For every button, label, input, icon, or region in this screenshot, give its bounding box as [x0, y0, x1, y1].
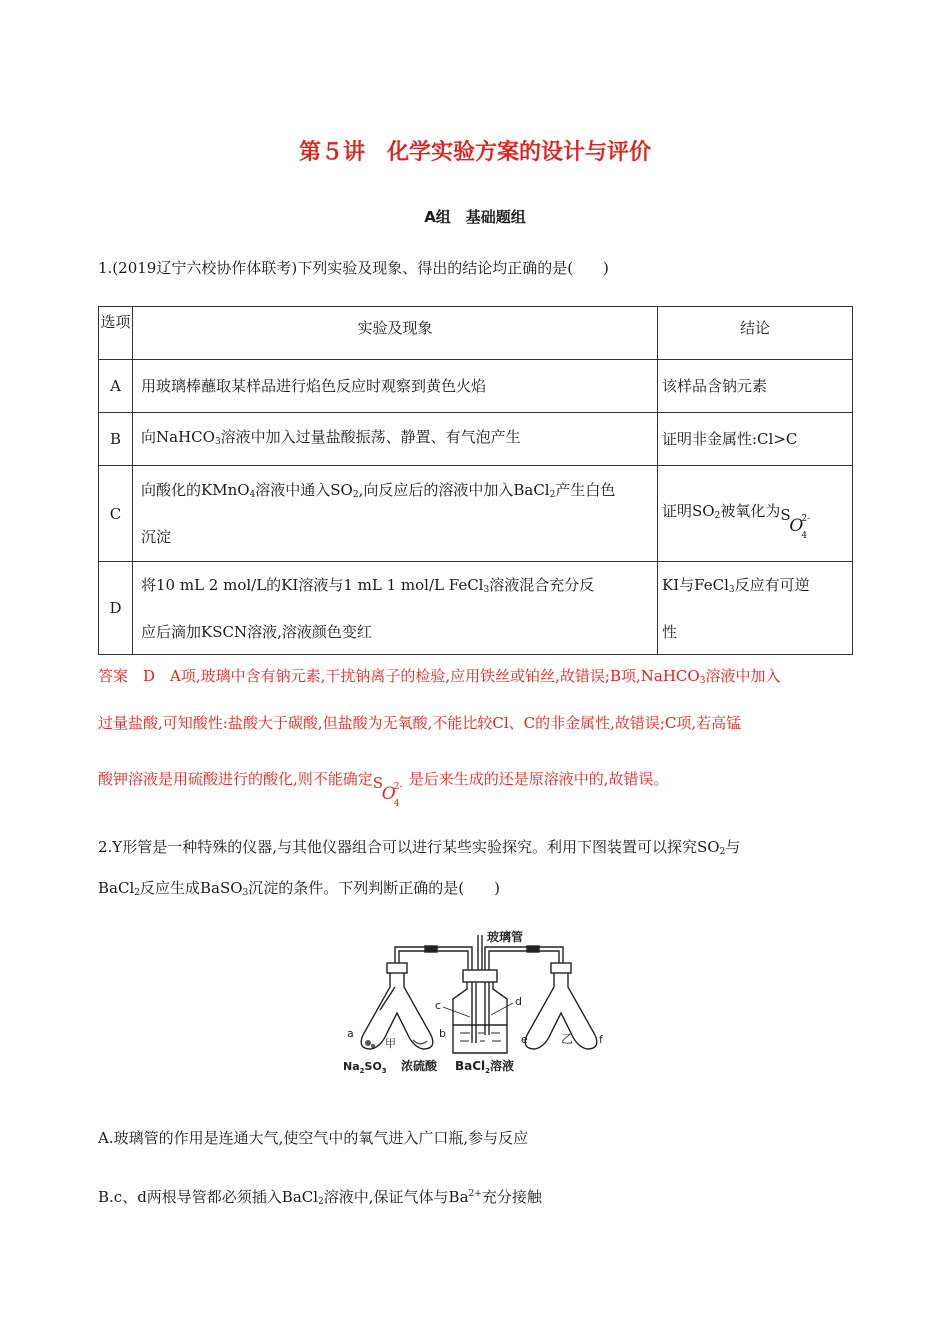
svg-text:e: e: [521, 1033, 528, 1046]
row-option: C: [99, 466, 133, 562]
row-conclusion: KI与FeCl$_3$反应有可逆 性: [658, 562, 853, 655]
answer-explanation: 答案 D A项,玻璃中含有钠元素,干扰钠离子的检验,应用铁丝或铂丝,故错误;B项,NaHCO$_3$溶液中加入 过量盐酸,可知酸性:盐酸大于碳酸,但盐酸为无氧酸,不能比较Cl、C的非金属性,故错误;C项,若高锰 酸钾溶液是用硫酸进行的酸化,则不能确定 S O 4 2- 是后来生成的还是原溶液中的,故错误。: [98, 667, 781, 809]
left-y-tube: [361, 973, 433, 1049]
row-phenomenon: 将10 mL 2 mol/L的KI溶液与1 mL 1 mol/L FeCl$_3$溶液混合充分反 应后滴加KSCN溶液,溶液颜色变红: [133, 562, 658, 655]
option-b: B.c、d两根导管都必须插入BaCl$_2$溶液中,保证气体与$Ba^{2+}$充分接触: [98, 1188, 542, 1207]
option-a: A.玻璃管的作用是连通大气,使空气中的氧气进入广口瓶,参与反应: [98, 1129, 529, 1147]
header-option: 选项: [99, 307, 133, 360]
conc-sulfuric-acid-label: 浓硫酸: [401, 1059, 438, 1073]
question-2-stem-line2: BaCl$_2$反应生成BaSO$_3$沉淀的条件。下列判断正确的是( ): [98, 879, 500, 898]
table-row: [99, 562, 853, 655]
svg-text:f: f: [599, 1033, 603, 1046]
svg-text:乙: 乙: [561, 1032, 574, 1046]
apparatus-diagram: [335, 925, 625, 1080]
table-row: [99, 413, 853, 466]
question-1-stem: 1.(2019辽宁六校协作体联考)下列实验及现象、得出的结论均正确的是( ): [98, 259, 609, 277]
question-2-stem-line1: 2.Y形管是一种特殊的仪器,与其他仪器组合可以进行某些实验探究。利用下图装置可以探究$SO_2$与: [98, 838, 741, 857]
row-conclusion: 证明$SO_2$被氧化为 S O 4 2-: [658, 466, 853, 562]
table-row: [99, 360, 853, 413]
na2so3-label: $Na_2SO_3$: [343, 1060, 387, 1075]
row-option: B: [99, 413, 133, 466]
left-stopper: [387, 963, 407, 973]
row-phenomenon: 向酸化的KMnO$_4$溶液中通入$SO_2$,向反应后的溶液中加入BaCl$_2$产生白色 沉淀: [133, 466, 658, 562]
svg-text:d: d: [515, 995, 522, 1008]
table-row: [99, 466, 853, 562]
row-phenomenon: 用玻璃棒蘸取某样品进行焰色反应时观察到黄色火焰: [133, 360, 658, 413]
svg-text:c: c: [435, 999, 442, 1012]
header-conclusion: 结论: [658, 307, 853, 360]
right-stopper: [551, 963, 571, 973]
row-conclusion: 证明非金属性:Cl>C: [658, 413, 853, 466]
sulfate-ion-formula: S O 4 2-: [372, 774, 403, 809]
header-phenomenon: 实验及现象: [133, 307, 658, 360]
table-header-row: [99, 307, 853, 360]
row-option: A: [99, 360, 133, 413]
row-option: D: [99, 562, 133, 655]
tube-d: [485, 982, 489, 1035]
sulfate-ion-formula: S O 4 2-: [780, 506, 811, 541]
row-conclusion: 该样品含钠元素: [658, 360, 853, 413]
svg-text:a: a: [347, 1027, 354, 1040]
group-title: A组 基础题组: [424, 208, 526, 226]
svg-text:甲: 甲: [385, 1037, 396, 1050]
experiment-table: [98, 306, 853, 655]
tube-c: [472, 982, 476, 1043]
glass-tube-label: 玻璃管: [487, 930, 524, 944]
bottle-stopper: [463, 970, 497, 982]
svg-text:b: b: [439, 1027, 446, 1040]
row-phenomenon: 向NaHCO$_3$溶液中加入过量盐酸振荡、静置、有气泡产生: [133, 413, 658, 466]
bacl2-solution-label: BaCl$_2$溶液: [455, 1059, 515, 1075]
wide-mouth-bottle: [453, 982, 507, 1053]
page-title: 第５讲 化学实验方案的设计与评价: [298, 140, 651, 165]
vertical-glass-tube: [478, 935, 482, 970]
